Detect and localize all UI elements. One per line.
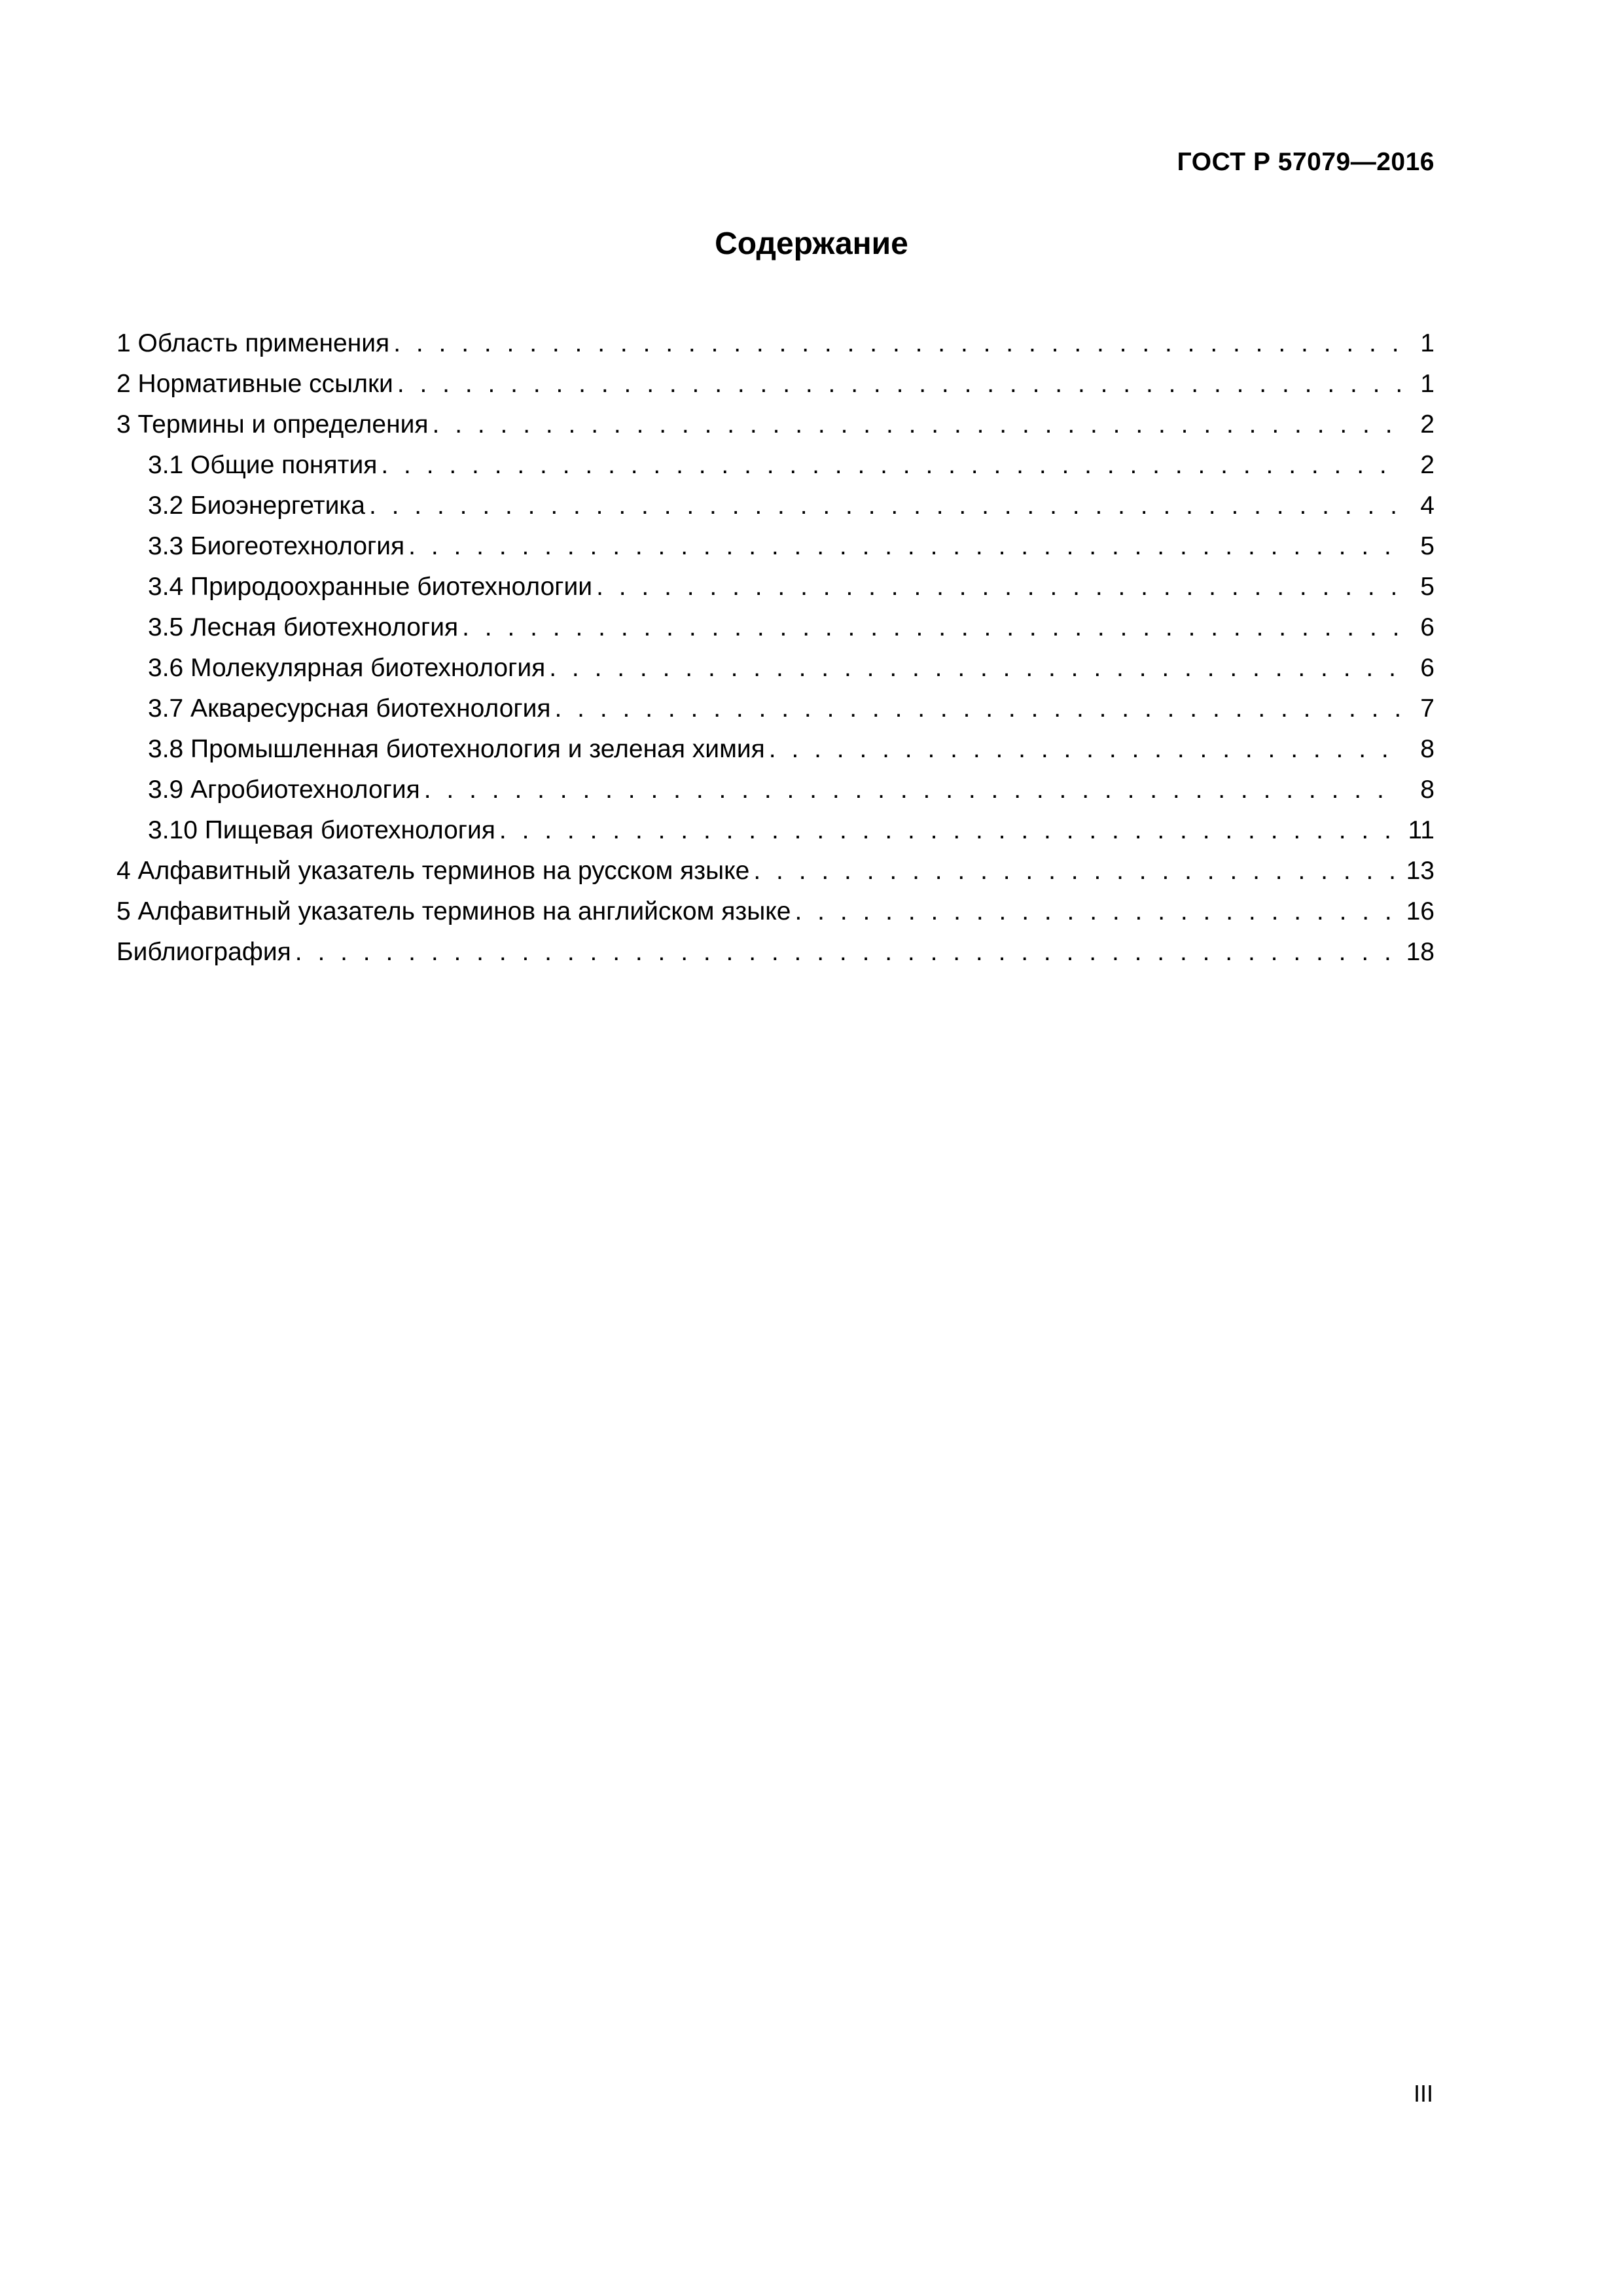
toc-entry-forest-biotech[interactable] <box>116 607 1435 648</box>
toc-entry-page: 13 <box>1406 857 1435 885</box>
toc-entry-industrial-biotech[interactable] <box>116 729 1435 770</box>
toc-entry-page: 2 <box>1420 410 1435 439</box>
toc-entry-page: 1 <box>1420 370 1435 398</box>
toc-entry-molecular-biotech[interactable] <box>116 648 1435 689</box>
standard-code: ГОСТ Р 57079—2016 <box>1177 148 1435 176</box>
toc-entry-page: 2 <box>1420 451 1435 479</box>
toc-entry-index-russian[interactable] <box>116 851 1435 891</box>
toc-entry-page: 8 <box>1420 735 1435 763</box>
dot-leader <box>555 689 1402 729</box>
dot-leader <box>397 364 1402 404</box>
toc-entry-label: 3.7 Акваресурсная биотехнология <box>148 694 551 723</box>
toc-entry-scope[interactable] <box>116 323 1435 364</box>
toc-entry-label: 3.2 Биоэнергетика <box>148 492 365 520</box>
toc-entry-label: 3.1 Общие понятия <box>148 451 378 479</box>
toc-entry-label: 3 Термины и определения <box>116 410 429 439</box>
toc-entry-page: 7 <box>1420 694 1435 723</box>
toc-entry-general-concepts[interactable] <box>116 445 1435 486</box>
dot-leader <box>499 810 1402 851</box>
toc-entry-page: 5 <box>1420 532 1435 560</box>
dot-leader <box>462 607 1402 648</box>
toc-entry-label: 3.10 Пищевая биотехнология <box>148 816 495 844</box>
dot-leader <box>769 729 1402 770</box>
toc-entry-page: 1 <box>1420 329 1435 357</box>
toc-entry-terms-definitions[interactable] <box>116 404 1435 445</box>
toc-entry-environmental-biotech[interactable] <box>116 567 1435 607</box>
dot-leader <box>753 851 1402 891</box>
dot-leader <box>596 567 1402 607</box>
toc-entry-label: 3.6 Молекулярная биотехнология <box>148 654 546 682</box>
toc-entry-label: 1 Область применения <box>116 329 390 357</box>
toc-entry-page: 18 <box>1406 938 1435 966</box>
dot-leader <box>424 770 1402 810</box>
toc-entry-agrobiotech[interactable] <box>116 770 1435 810</box>
toc-entry-page: 6 <box>1420 654 1435 682</box>
toc-entry-label: 3.4 Природоохранные биотехнологии <box>148 573 593 601</box>
toc-entry-label: 4 Алфавитный указатель терминов на русском языке <box>116 857 750 885</box>
dot-leader <box>369 486 1402 526</box>
dot-leader <box>794 891 1402 932</box>
toc-entry-page: 5 <box>1420 573 1435 601</box>
dot-leader <box>549 648 1402 689</box>
toc-entry-label: Библиография <box>116 938 291 966</box>
toc-entry-bioenergy[interactable] <box>116 486 1435 526</box>
toc-entry-normative-references[interactable] <box>116 364 1435 404</box>
toc-entry-label: 3.5 Лесная биотехнология <box>148 613 459 641</box>
dot-leader <box>433 404 1402 445</box>
page-title: Содержание <box>715 226 908 261</box>
toc-entry-food-biotech[interactable] <box>116 810 1435 851</box>
dot-leader <box>393 323 1402 364</box>
dot-leader <box>408 526 1402 567</box>
toc-entry-page: 11 <box>1408 816 1435 844</box>
toc-entry-index-english[interactable] <box>116 891 1435 932</box>
toc-entry-label: 5 Алфавитный указатель терминов на английском языке <box>116 897 791 925</box>
toc-entry-page: 16 <box>1406 897 1435 925</box>
toc-entry-page: 4 <box>1420 492 1435 520</box>
page-number: III <box>1413 2080 1433 2107</box>
dot-leader <box>381 445 1402 486</box>
dot-leader <box>295 932 1402 973</box>
toc-entry-aquaresource-biotech[interactable] <box>116 689 1435 729</box>
toc-entry-bibliography[interactable] <box>116 932 1435 973</box>
table-of-contents <box>116 323 1435 973</box>
toc-entry-label: 3.9 Агробиотехнология <box>148 776 420 804</box>
toc-entry-label: 3.8 Промышленная биотехнология и зеленая химия <box>148 735 765 763</box>
toc-entry-page: 6 <box>1420 613 1435 641</box>
toc-entry-page: 8 <box>1420 776 1435 804</box>
toc-entry-biogeotechnology[interactable] <box>116 526 1435 567</box>
toc-entry-label: 3.3 Биогеотехнология <box>148 532 405 560</box>
toc-entry-label: 2 Нормативные ссылки <box>116 370 393 398</box>
